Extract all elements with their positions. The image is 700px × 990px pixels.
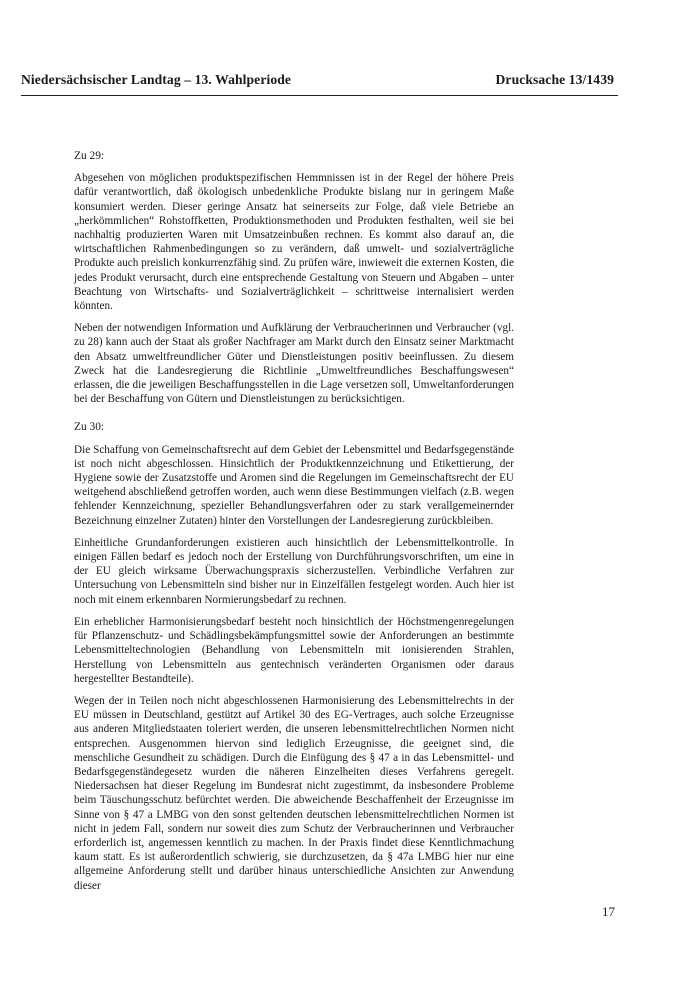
header-rule xyxy=(21,95,618,96)
page-number: 17 xyxy=(602,904,615,919)
document-number: Drucksache 13/1439 xyxy=(495,72,614,87)
paragraph: Die Schaffung von Gemeinschaftsrecht auf dem Gebiet der Lebensmittel und Bedarfsgegenstände ist noch nicht abgeschlossen. Hinsichtlich der Produktkennzeichnung und Etikettierung, der Hygiene sowie der Zusatzstoffe und Aromen sind die Regelungen im Gemeinschaftsrecht der EU weitgehend abschließend getroffen worden, auch wenn diese Bestimmungen vielfach (z.B. wegen fehlender Kennzeichnung, spezieller Behandlungsverfahren oder zu stark verallgemeinernder Bezeichnung einzelner Zutaten) hinter den Vorstellungen der Landesregierung zurückbleiben. xyxy=(74,443,514,527)
body-text xyxy=(74,149,514,901)
paragraph: Einheitliche Grundanforderungen existieren auch hinsichtlich der Lebensmittelkontrolle. In einigen Fällen bedarf es jedoch noch der Erstellung von Durchführungsvorschriften, um eine in der EU gleich wirksame Überwachungspraxis sicherzustellen. Verbindliche Verfahren zur Untersuchung von Lebensmitteln sind bisher nur in Einzelfällen festgelegt worden. Auch hier ist noch mit einem erkennbaren Normierungsbedarf zu rechnen. xyxy=(74,536,514,606)
page-header xyxy=(21,72,614,88)
section-heading-30: Zu 30: xyxy=(74,421,105,434)
header-title: Niedersächsischer Landtag – 13. Wahlperiode xyxy=(21,72,292,87)
paragraph: Wegen der in Teilen noch nicht abgeschlossenen Harmonisierung des Lebensmittelrechts in der EU müssen in Deutschland, gestützt auf Artikel 30 des EG-Vertrages, auch solche Erzeugnisse aus anderen Mitgliedstaaten toleriert werden, die unseren lebensmittelrechtlichen Normen nicht entsprechen. Ausgenommen hiervon sind lediglich Erzeugnisse, die geeignet sind, die menschliche Gesundheit zu schädigen. Durch die Einfügung des § 47 a in das Lebensmittel- und Bedarfsgegenständegesetz wurden die näheren Einzelheiten dieses Verfahrens geregelt. Niedersachsen hat dieser Regelung im Bundesrat nicht zugestimmt, da insbesondere Probleme beim Täuschungsschutz befürchtet werden. Die abweichende Beschaffenheit der Erzeugnisse im Sinne von § 47 a LMBG von den sonst geltenden deutschen lebensmittelrechtlichen Normen ist nicht in jedem Fall, sondern nur soweit dies zum Schutz der Verbraucherinnen und Verbraucher erforderlich ist, angemessen kenntlich zu machen. In der Praxis findet diese Kenntlichmachung kaum statt. Es ist außerordentlich schwierig, sie durchzusetzen, da § 47a LMBG hier nur eine allgemeine Anforderung stellt und darüber hinaus unterschiedliche Ansichten zur Anwendung dieser xyxy=(74,694,514,892)
paragraph: Ein erheblicher Harmonisierungsbedarf besteht noch hinsichtlich der Höchstmengenregelungen für Pflanzenschutz- und Schädlingsbekämpfungsmittel sowie der Anforderungen an bestimmte Lebensmitteltechnologien (Behandlung von Lebensmitteln mit ionisierenden Strahlen, Herstellung von Lebensmitteln aus gentechnisch veränderten Organismen oder daraus hergestellter Bestandteile). xyxy=(74,615,514,685)
section-heading-29: Zu 29: xyxy=(74,150,105,162)
paragraph: Abgesehen von möglichen produktspezifischen Hemmnissen ist in der Regel der höhere Preis dafür verantwortlich, daß ökologisch unbedenkliche Produkte bislang nur in geringem Maße konsumiert werden. Dieser geringe Ansatz hat seinerseits zur Folge, daß viele Betriebe an „herkömmlichen“ Rohstoffketten, Produktionsmethoden und Produkten festhalten, weil sie bei nachhaltig produzierten Waren mit Umsatzeinbußen rechnen. Es kommt also darauf an, die wirtschaftlichen Rahmenbedingungen so zu verändern, daß umwelt- und sozialverträgliche Produkte auch preislich konkurrenzfähig sind. Zu prüfen wäre, inwieweit die externen Kosten, die jedes Produkt verursacht, durch eine entsprechende Gestaltung von Steuern und Abgaben – unter Beachtung von Wirtschafts- und Sozialverträglichkeit – schrittweise internalisiert werden könnten. xyxy=(74,172,514,313)
paragraph: Neben der notwendigen Information und Aufklärung der Verbraucherinnen und Verbraucher (vgl. zu 28) kann auch der Staat als großer Nachfrager am Markt durch den Einsatz seiner Marktmacht den Absatz umweltfreundlicher Güter und Dienstleistungen positiv beeinflussen. Zu diesem Zweck hat die Landesregierung die Richtlinie „Umweltfreundliches Beschaffungswesen“ erlassen, die die jeweiligen Beschaffungsstellen in die Lage versetzen soll, Umweltanforderungen bei der Beschaffung von Gütern und Dienstleistungen zu berücksichtigen. xyxy=(74,322,514,406)
